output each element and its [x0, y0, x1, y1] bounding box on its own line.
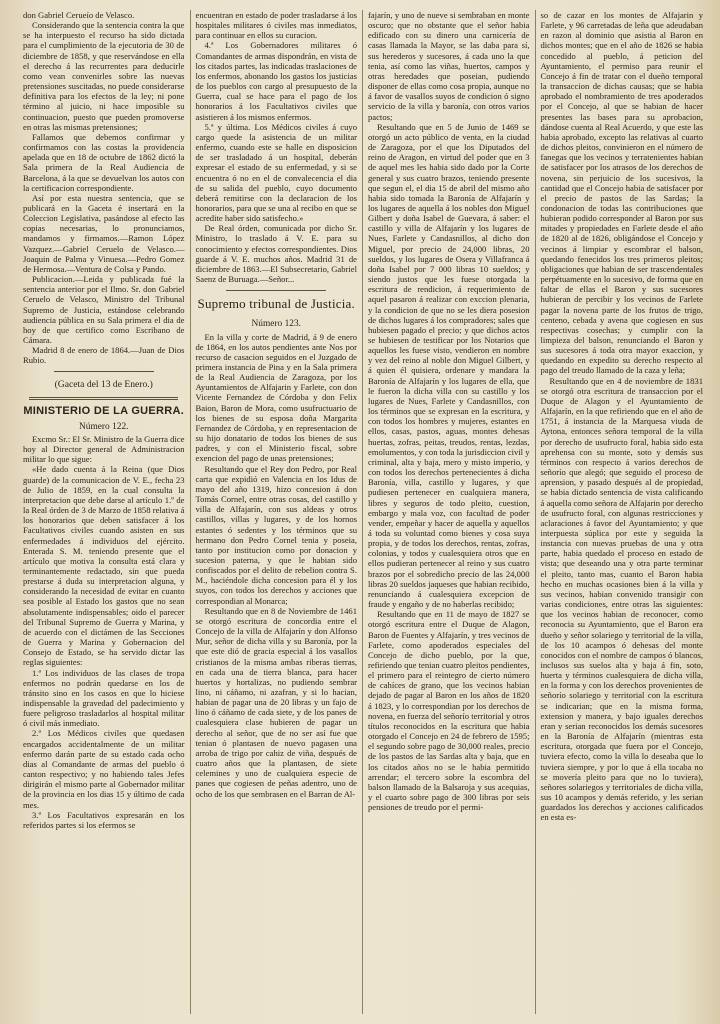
section-divider: [226, 290, 326, 291]
paragraph: Fallamos que debemos confirmar y confirmamos con las costas la providencia apelada que en 18 de octubre de 1862 dictó la Sala primera de la Real Audiencia de Barcelona, á la que se devuelvan los autos con la certificacion correspondiente.: [23, 131, 185, 193]
paragraph: Resultando que el Rey don Pedro, por Real carta que expidió en Valencia en los Idus de mayo del año 1319, hizo concesion á don Tomás Cornel, entre otras cosas, del castillo y villa de Alfajarín, con sus aldeas y otros castillos, villas y lugares, y de los hornos estantes ó sedentes y los términos que su hermano don Pedro Cornel tenia y poseia, tanto por institucion como por donacion y sucesion paterna, y que le habian sido confiscados por el delito de rebelion contra S. M., haciéndole dicha concesion para él y los suyos, con todos los derechos y acciones que correspondian al Monarca;: [195, 463, 357, 606]
gaceta-date-heading: (Gaceta del 13 de Enero.): [54, 379, 153, 391]
paragraph: 5.ª y última. Los Médicos civiles á cuyo cargo quede la asistencia de un militar enfermo, cuando este se halle en disposicion de ser trasladado á un hospital, deberán expresar el estado de su enfermedad, y si se encuentra ó no en el de convalecencia el dia de su salida del pueblo, cuyo documento deberá remitirse con la declaracion de los honorarios, para que se una al recibo en que se acredite haber sido satisfecho.»: [195, 121, 357, 224]
section-divider: [29, 397, 178, 400]
paragraph: Así por esta nuestra sentencia, que se publicará en la Gaceta é insertará en la Coleccion Legislativa, pasándose al efecto las copias necesarias, lo pronunciamos, mandamos y firmamos.—Ramon López Vazquez.—Gabriel Ceruelo de Velasco.—Joaquin de Palma y Vinuesa.—Pedro Gomez de Hermosa.—Ventura de Colsa y Pando.: [23, 192, 185, 274]
signature-line: Madrid 8 de enero de 1864.—Juan de Dios Rubio.: [23, 345, 185, 366]
paragraph: 1.ª Los individuos de las clases de tropa enfermos no podrán quedarse en los de tránsito sino en los casos en que lo hiciese indispensable la gravedad del padecimiento y fuere peligroso trasladarlos al hospital militar ó civil más inmediato.: [23, 667, 185, 729]
paragraph: encuentran en estado de poder trasladarse á los hospitales militares ó civiles mas inmediatos, para continuar en ellos su curacion.: [195, 10, 357, 41]
text-columns: [18, 10, 708, 1014]
column-4: [536, 10, 709, 1014]
item-number: Número 123.: [251, 319, 301, 330]
paragraph: Resultando que en 8 de Noviembre de 1461 se otorgó escritura de concordia entre el Concejo de la villa de Alfajarín y don Alfonso Mur, señor de dicha villa y su Baronía, por la que este dió de gracia especial á los vasallos cristianos de la misma ambas riberas tierras, en cada una de tierra blanca, para hacer huertos y hortalizas, no pudiendo sembrar lino, ni cáñamo, ni azafran, y si lo hacian, habian de pagar una de 20 libras y un fajo de lino ó cáñamo de cada siete, y de los panes de cualesquiera clase hubieren de pagar un derecho al señor, que de no ser así fue que tenian ó plantasen de nuevo pagasen una arroba de trigo por cahiz de viña, después de cuatro años que la plantasen, de siete celemines y uno de cualquiera especie de panes que cogiesen de peñas adentro, uno de ocho de los que sembrasen en el Barran de Al-: [195, 605, 357, 799]
column-1: [18, 10, 191, 1014]
item-number: Número 122.: [79, 421, 129, 432]
paragraph: fajarín, y uno de nueve si sembraban en monte oscuro; que no obstante que el señor habia edificado con su dinero una carnicería de casas llamada la Mayor, se las daba para sí, sus herederos y sucesores, á cada uno la que tenia, así como las viñas, huertos, campos y otras heredades que poseian, pudiendo disponer de ellas como cosa propia, aunque no á favor de vasallos suyos de condicion ó signo servicio de la villa y baronía, con otros varios pactos;: [368, 10, 530, 122]
paragraph: 2.ª Los Médicos civiles que quedasen encargados accidentalmente de un militar enfermo darán parte de su estado cada ocho dias al Comandante de armas del pueblo ó canton respectivo; y no habiendo tales Jefes dirigirán el mismo parte al Gobernador militar de la provincia en los dias 15 y último de cada mes.: [23, 728, 185, 810]
paragraph: En la villa y corte de Madrid, á 9 de enero de 1864, en los autos pendientes ante Nos por recurso de casacion seguidos en el Juzgado de primera instancia de Pina y en la Sala primera de la Real Audiencia de Zaragoza, por los Ayuntamientos de Alfajarin y Farlete, con don Vicente Fernandez de Córdoba y don Felix Baion, Baron de Mora, como usufructuario de los bienes de su esposa doña Margarita Fernandez de Córdoba, y en representacion de su hijo donatario de todos los bienes de sus padres, y con el Ministerio fiscal, sobre exencion del pago de unas pretensiones;: [195, 331, 357, 464]
ministry-heading: MINISTERIO DE LA GUERRA.: [23, 404, 185, 417]
tribunal-heading: Supremo tribunal de Justicia.: [197, 296, 355, 312]
paragraph: don Gabriel Cerueío de Velasco.: [23, 10, 135, 20]
paragraph: Considerando que la sentencia contra la que se ha interpuesto el recurso ha sido dictada para el cumplimiento de la ejecutoria de 30 de diciembre de 1858, y que reservándose en ella el derecho á las recurrentes para deducirle como vean convenirles sobre las nuevas pretensiones suscitadas, no puede considerarse definitiva para los efectos de la ley; ni pone término al juicio, ni hace imposible su continuacion, puesto que pueden promoverse en otras las mismas pretensiones;: [23, 20, 185, 132]
column-3: [363, 10, 536, 1014]
paragraph: Excmo Sr.: El Sr. Ministro de la Guerra dice hoy al Director general de Administracion militar lo que sigue:: [23, 433, 185, 465]
section-divider: [54, 371, 154, 372]
paragraph: Resultando que en 5 de Junio de 1469 se otorgó un acto público de venta, en la ciudad de Zaragoza, por el que los Diputados del reino de Aragon, en virtud del poder que en 3 de aquel mes les habia sido dado por la Corte general y sus cuatro brazos, teniendo presente que segun el, el dia 15 de abril del mismo año habia sido tomada la Baronía de Alfajarín y los lugares de aquella á los nobles don Miguel Gilbert y doña Isabel de Guevara, á saber: el castillo y villa de Alfajarín y los lugares de Nues, Farlete y Candasnillos, al dicho don Miguel, por precio de 24,000 libras, 20 sueldos, y los lugares de Osera y Villafranca á doña Isabel por 7 000 libras 10 sueldos; y siendo justos que les fuese otorgada la escritura de rendicion, á requerimiento de aquel pasaron á realizar con exccion plenaria, y la condicion de que no se les diera posesion de dichos lugares á los compradores; sales que hubiesen pagado el precio; y que dichos actos se hubiesen de testificar por los Notarios que aquellos les fuese visto, vendieron en nombre y vez del reino al noble don Miguel Gilbert, y á quien él quisiera, ordenare y mandara la Baronía de Alfajarín y los lugares de ella, que le fueron la dicha villa con su castillo y los lugares de Nues, Farlete y Candasnillos, con los términos que se expresan en la escritura, y con todos los hombres y mujeres, estantes en ellos, casas, pastos, aguas, montes dehesas huertas, zofras, peitas, treudos, rentas, lezdas, emolumentos, y con toda la jurisdiccion civil y criminal, alta y baja, mero y misto imperio, y con todos los derechos pertenecientes á dicha Baronía, villa, castillo y lugares, y que pudiesen pertenecer en cualquiera manera, libres y seguros de todo pleito, cuestion, embargo y mala voz, con facultad de poder vender, empeñar y hacer de aquella y aquellos á toda su voluntad como bienes y cosa suya propia, y de todos los derechos, rentas, zofras, colonias, y todos y cualesquiera otros que en ellos pudieran pertenecer al reino y sus cuatro brazos por el sobredicho precio de las 24,000 libras 20 sueldos jaqueses que habian recibido, renunciando á cualesquiera excepcion de fraude y engaño y de no haberlas recibido;: [368, 121, 530, 610]
paragraph: Resultando que en 11 de mayo de 1827 se otorgó escritura entre el Duque de Alagon, Baron de Fuentes y Alfajarín, y tres vecinos de Farlete, como apoderados especiales del Concejo de dicho pueblo, por la que, refiriendo que tenian cuatro pleitos pendientes, el primero para el reintegro de cierto número de cahíces de grano, que los vecinos habian dejado de pagar al Baron en los años de 1820 á 1823, y lo correspondian por los derechos de novena, en fuerza del señorío territorial y otros títulos reconocidos en la escritura que habia otorgado el Concejo en 24 de febrero de 1595; el segundo sobre pago de 30,000 reales, precio de los pastos de las Sardas alta y baja, que en los citados años no se le habia permitido arrendar; el tercero sobre la escombra del balson llamado de la Balsaroja y sus acequias, y el cuarto sobre pago de 300 libras por seis pensiones de treudo por el permi-: [368, 609, 530, 813]
paragraph: 3.ª Los Facultativos expresarán en los referidos partes si los efermos se: [23, 809, 185, 830]
paragraph: Publicacion.—Leida y publicada fué la sentencia anterior por el Ilmo. Sr. don Gabriel Ceruelo de Velasco, Ministro del Tribunal Supremo de Justicia, estándose celebrando audiencia pública en su Sala primera el dia de hoy de que certifico como Escribano de Cámara.: [23, 274, 185, 345]
paragraph: 4.ª Los Gobernadores militares ó Comandantes de armas dispondrán, en vista de los citados partes, las indicadas traslaciones de los enfermos, abonando los gastos los justicias de los pueblos con cargo al presupuesto de la Guerra, cual se hace para el pago de los honorarios á los Facultativos civiles que asistieren á los mismos enfermos.: [195, 40, 357, 122]
paragraph: Resultando que en 4 de noviembre de 1831 se otorgó otra escritura de transaccion por el Duque de Alagon y el Ayuntamiento de Alfajarín, en la que refiriendo que en el año de 1751, á instancia de la Marquesa viuda de Aytona, entonces señora temporal de la villa por derecho de usufructo foral, habia sido esta aprehensa con su monte, soto y demás sus términos con respecto á varios derechos de señorío que alegó; que seguido el proceso de aprension, y pasado después al de propiedad, se habia dictado sentencia de vista calificando á aquella como señora de Alfajarin por derecho de usufructo foral, con algunas restricciones y aclaraciones á favor del Ayuntamiento; y que interpuesta súplica por este y seguida la instancia con nuevas pruebas de una y otra parte, habia quedado el proceso en estado de vista; que deseando una y otra parte terminar el pleito, tanto mas, cuanto el Baron habia hecho en muchas ocasiones bien á la villa y sus vecinos, habian convenido transigir con varias condiciones, entre otras las siguientes: que los vecinos habian de reconocer, como reconocia su Ayuntamiento, que el Baron era dueño y señor solariego y territorial de la villa, de los 10 acampos ó dehesas del monte conocidos con el nombre de campos ó blancos, inclusos sus suelos alta y baja á fin, soto, huerta y términos cualesquiera de dicha villa, en la forma y con los derechos provenientes de señorío solariego y territorial con la escritura se indicarian; que en la misma forma, extension y manera, y bajo iguales derechos eran y serian reconocidos los demás sucesores en la Baronía de Alfajarín (mientras esta escritura, otorgada que fuera por el Concejo, tuviera efecto, como la villa lo deseaba que lo tuviera siempre, y por lo que á ella tocaba no se movería pleito para que no lo tuviera), señores solariegos y territoriales de dicha villa, sus 10 acampos y demás referido, y les serian guardados los derechos y acciones calificados en esta es-: [540, 375, 703, 823]
paragraph: so de cazar en los montes de Alfajarin y Farlete, y 96 carretadas de leña que adeudaban en razon al dominio que asistia al Baron en dichos montes; que en el año de 1826 se habia concedido al pueblo, á peticion del Ayuntamiento, el permiso para reunir el Concejo á fin de tratar con el dueño temporal la transaccion de dichas causas; que se habia aprobado el nombramiento de tres apoderados por el Concejo, al que se habian de hacer presentes las bases para su aprobacion, dándose cuenta al Real Acuerdo, y que este las habia aprobado, excepto las relativas al cuarto de dichos pleitos, convinieron en el número de fanegas que los vecinos y terratenientes habian de satisfacer por los atrasos de los derechos de novena, sin perjuicio de los sucesivos, la cantidad que el Concejo habia de satisfacer por el precio de pastos de las Sardas; la condonacion de todas las contribuciones que hubieran podido corresponder al Baron por sus mitades y propiedades en Farlete desde el año de 1820 al de 1826, obligándose el Concejo y vecinos á limpiar y escombrar el balson, quedando fenecidos los tres primeros pleitos; obligaciones que habian de ser trascendentales perpétuamente en lo sucesivo, de forma que en faltar de ellas el Baron y sus sucesores hubieran de percibir y los vecinos de Farlete pagar la novena parte de los frutos de trigo, centeno, cebada y avena que cogiesen en sus respectivas cosechas; y cumplir con la limpieza del balson, renunciando el Baron y sus sucesores á toda otra mayor exaccion, y quedando en expedito su derecho respecto al pago del treudo llamado de la caza y leña;: [540, 10, 703, 376]
paragraph: De Real órden, comunicada por dicho Sr. Ministro, lo traslado á V. E. para su conocimiento y efectos correspondientes. Dios guarde á V. E. muchos años. Madrid 31 de diciembre de 1863.—El Subsecretario, Gabriel Saenz de Buruaga.—Señor...: [195, 223, 357, 285]
paragraph: «He dado cuenta á la Reina (que Dios guarde) de la comunicacion de V. E., fecha 23 de Julio de 1859, en la cual consulta la interpretacion que debe darse al artículo 1.º de la Real órden de 3 de Marzo de 1858 relativa á los honorarios que deben satisfacer á los Facultativos civiles cuando asisten en sus enfermedades á individuos del ejército. Enterada S. M. teniendo presente que el artículo que motiva la consulta está clara y terminantemente redactado, sin que pueda prestarse á duda su interpretacion alguna, y considerando la necesidad de evitar en cuanto sea posible al Estado los gastos que no sean absolutamente indispensables; oido el parecer del Tribunal Supremo de Guerra y Marina, y de acuerdo con el dictámen de las Secciones de Guerra y Marina y Gobernacion del Consejo de Estado, se ha servido dictar las reglas siguientes:: [23, 464, 185, 668]
column-2: [191, 10, 364, 1014]
